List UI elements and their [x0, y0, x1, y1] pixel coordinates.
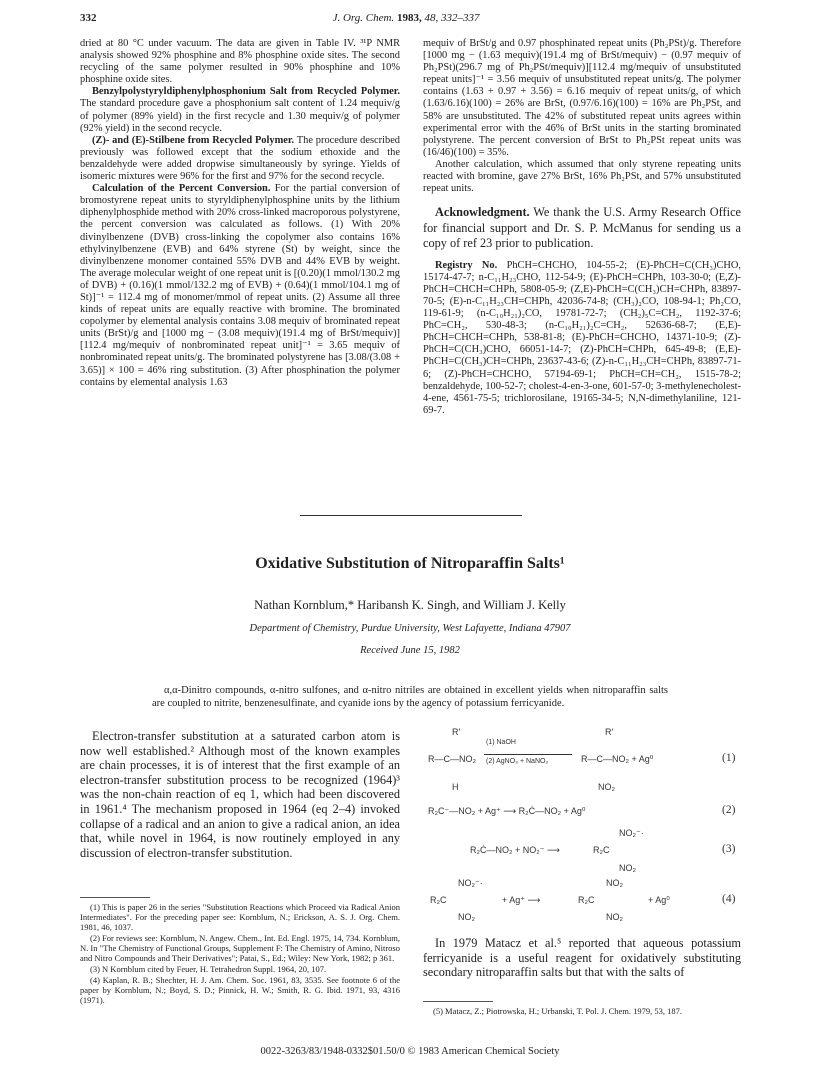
- left-column-text: [80, 38, 400, 389]
- eq4-reactant-top: NO₂⁻·: [458, 878, 483, 888]
- eq1-reactant: R—C—NO₂: [428, 754, 476, 764]
- eq4-reagent: + Ag⁺ ⟶: [502, 895, 541, 905]
- acknowledgment: [423, 205, 741, 252]
- eq1-condition-2: (2) AgNO₃ + NaNO₂: [486, 758, 549, 765]
- paragraph: Another calculation, which assumed that only styrene repeating units reacted with bromine, gave 27% BrSt, 16% Ph₂PSt, and 57% unsubstituted repeat units.: [423, 158, 741, 195]
- right-column-text: [423, 38, 741, 417]
- eq4-number: (4): [722, 893, 736, 905]
- paragraph: [80, 86, 400, 134]
- intro-column: [80, 729, 400, 860]
- journal-volume-pages: 48, 332–337: [424, 12, 480, 24]
- section-heading: Benzylpolystyryldiphenylphosphonium Salt from Recycled Polymer.: [92, 86, 400, 98]
- running-header: [80, 12, 732, 30]
- paragraph: dried at 80 °C under vacuum. The data are given in Table IV. ³¹P NMR analysis showed 92% phosphine and 8% phosphine oxide sites. The second recycling of the same polymer resulted in 90% phosphine and 10% phosphine oxide sites.: [80, 38, 400, 86]
- section-heading: Calculation of the Percent Conversion.: [92, 183, 271, 195]
- paragraph: Electron-transfer substitution at a saturated carbon atom is now well established.² Although most of the known examples are chain processes, it is of interest that the first example of an electron-transfer substitution process to be recognized (1964)³ was the non-chain reaction of eq 1, which had been discovered in 1961.⁴ The mechanism proposed in 1964 (eq 2–4) invoked collapse of a radical and an anion to give a radical anion, an idea that, while novel in 1964, is now routinely employed in any discussion of electron-transfer substitution.: [80, 729, 400, 860]
- section-heading: Acknowledgment.: [435, 205, 530, 220]
- eq4-reactant-center: R₂C: [430, 895, 447, 905]
- page-number: 332: [80, 12, 97, 24]
- footnote: (5) Matacz, Z.; Piotrowska, H.; Urbanski, T. Pol. J. Chem. 1979, 53, 187.: [433, 1006, 682, 1016]
- received-date: Received June 15, 1982: [360, 645, 460, 656]
- article-affiliation: Department of Chemistry, Purdue University, West Lafayette, Indiana 47907: [249, 623, 571, 634]
- eq4-product-bottom: NO₂: [606, 912, 623, 922]
- eq1-product: R—C—NO₂ + Ag⁰: [581, 754, 654, 764]
- article-divider: [300, 515, 522, 516]
- footnote: (1) This is paper 26 in the series "Substitution Reactions which Proceed via Radical Anion Intermediates". For the preceding paper see: Kornblum, N.; Erickson, A. S. J. Org. Chem. 1981, 46, 1037.: [80, 902, 400, 932]
- abstract: [152, 684, 668, 710]
- paragraph-body: PhCH=CHCHO, 104-55-2; (E)-PhCH=C(CH₃)CHO, 15174-47-7; n-C₁₁H₂₃CHO, 112-54-9; (E)-PhCH=CHPh, 103-30-0; (E,Z)-PhCH=CHCH=CHPh, 5808-05-9; (Z,E)-PhCH=C(CH₃)CH=CHPh, 83897-70-5; (E)-n-C₁₁H₂₃CH=CHPh, 42036-74-8; (CH₃)₂CO, 108-94-1; Ph₂CO, 119-61-9; (n-C₁₀H₂₁)₂CO, 19781-72-7; (CH₂)₅C=CH₂, 1192-37-6; PhC=CH₂, 530-48-3; (n-C₁₀H₂₁)₂C=CH₂, 52636-68-7; (E,E)-PhCH=CHCH=CHPh, 538-81-8; (E)-PhCH=CHCHO, 14371-10-9; (Z)-PhCH=C(CH₃)CHO, 66051-14-7; (Z)-PhCH=CHPh, 645-49-8; (E,E)-PhCH=C(CH₃)CH=CHPh, 23637-43-6; (Z)-n-C₁₁H₂₃CH=CHPh, 83897-71-6; (Z)-PhCH=CHCHO, 57194-69-1; PhCH=CH=CH₂, 1515-78-2; benzaldehyde, 100-52-7; cholest-4-en-3-one, 601-57-0; 3-methylenecholest-4-ene, 4561-75-5; trichlorosilane, 19165-34-5; N,N-dimethylaniline, 121-69-7.: [423, 259, 741, 416]
- footnote: (2) For reviews see: Kornblum, N. Angew. Chem., Int. Ed. Engl. 1975, 14, 734. Kornblum, N. In "The Chemistry of Functional Groups, Supplement F: The Chemistry of Amino, Nitroso and Nitro Compounds and Their Derivatives"; Patai, S., Ed.; Wiley: New York, 1982; p 361.: [80, 933, 400, 963]
- journal-year: 1983,: [396, 12, 422, 24]
- eq1-product-bottom: NO₂: [598, 782, 615, 792]
- paragraph: mequiv of BrSt/g and 0.97 phosphinated repeat units (Ph₂PSt)/g. Therefore [1000 mg − (1.63 mequiv)(191.4 mg of BrSt/mequiv) − (0.97 mequiv of Ph₂PSt)(296.7 mg of Ph₂PSt/mequiv)][112.4 mg/mequiv of unsubstituted repeat units]⁻¹ = 3.56 mequiv of unsubstituted repeat units/g. The polymer contains (1.63 + 0.97 + 3.56) = 6.16 mequiv of repeat units/g, of which (1.63/6.16)(100) = 26% are BrSt, (0.97/6.16)(100) = 16% are Ph₂PSt, and 58% are unsubstituted. The 42% of substituted repeat units agrees within experimental error with the 46% of BrSt units in the starting brominated polystyrene. The percent conversion of BrSt to Ph₂PSt repeat units was (16/46)(100) = 35%.: [423, 38, 741, 158]
- eq4-reactant-bottom: NO₂: [458, 912, 475, 922]
- paragraph-body: For the partial conversion of bromostyrene repeat units to styryldiphenylphosphine units by the lithium diphenylphosphide method with 20% cross-linked macroporous polystyrene, the percent conversion was calculated as follows. (1) With 20% divinylbenzene (DVB) cross-linking the copolymer also contains 16% ethylvinylbenzene (EVB) and 64% styrene (St) by weight, since the divinylbenzene monomer contained 55% DVB and 44% EVB by weight. The average molecular weight of one repeat unit is [(0.20)(1 mmol/130.2 mg of DVB) + (0.16)(1 mmol/132.2 mg of EVB) + (0.64)(1 mmol/104.1 mg of St)]⁻¹ = 112.4 mg of monomer/mmol of repeat units. (2) Assume all three kinds of repeat units are equally reactive with bromine. The brominated copolymer by elemental analysis contains 3.08 mequiv of brominated repeat units (BrSt)/g and [1000 mg − (3.08 mequiv)(191.4 mg of BrSt/mequiv)][112.4 mg/mequiv of nonbrominated repeat unit]⁻¹ = 3.65 mequiv of nonbrominated repeat units/g. The brominated polystyrene has [3.08/(3.08 + 3.65)] × 100 = 46% ring substitution. (3) After phosphination the polymer contains by elemental analysis 1.63: [80, 183, 400, 388]
- eq2-number: (2): [722, 804, 736, 816]
- paragraph: [80, 135, 400, 183]
- eq1-product-top: R′: [605, 727, 614, 737]
- paragraph-body: We thank the U.S. Army Research Office for financial support and Dr. S. P. McManus for sending us a copy of ref 23 prior to publication.: [423, 205, 741, 251]
- eq1-arrow: [484, 754, 572, 755]
- eq1-condition-1: (1) NaOH: [486, 739, 516, 746]
- section-heading: (Z)- and (E)-Stilbene from Recycled Polymer.: [92, 134, 295, 146]
- eq1-substituent-bottom: H: [452, 782, 459, 792]
- footnote: (4) Kaplan, R. B.; Shechter, H. J. Am. Chem. Soc. 1961, 83, 3535. See footnote 6 of the paper by Kornblum, N.; Boyd, S. D.; Pinnick, H. W.; Smith, R. G. Ibid. 1971, 93, 4316 (1971).: [80, 975, 400, 1005]
- eq1-substituent-top: R′: [452, 727, 461, 737]
- eq4-byproduct: + Ag⁰: [648, 895, 670, 905]
- paragraph: [80, 183, 400, 389]
- eq1-number: (1): [722, 752, 736, 764]
- abstract-text: α,α-Dinitro compounds, α-nitro sulfones, and α-nitro nitriles are obtained in excellent yields when nitroparaffin salts are coupled to nitrite, benzenesulfinate, and cyanide ions by the agency of potassium ferricyanide.: [152, 685, 668, 709]
- paragraph-body: The procedure described previously was followed except that the sodium ethoxide and the benzaldehyde were added dropwise simultaneously by syringe. Yields of isomeric mixtures were 96% for the first and 97% for the second recycle.: [80, 134, 400, 183]
- footnotes-right: [423, 1006, 741, 1017]
- page-footer: 0022-3263/83/1948-0332$01.50/0 © 1983 American Chemical Society: [260, 1046, 560, 1057]
- footnote: (3) N Kornblum cited by Feuer, H. Tetrahedron Suppl. 1964, 20, 107.: [90, 964, 327, 974]
- registry-numbers: [423, 260, 741, 417]
- footnotes-left: [80, 902, 400, 1006]
- article-title: Oxidative Substitution of Nitroparaffin Salts¹: [255, 555, 565, 572]
- eq3-product-bottom: NO₂: [619, 863, 636, 873]
- journal-name: J. Org. Chem.: [332, 12, 395, 24]
- eq3-product-center: R₂C: [593, 845, 610, 855]
- journal-citation: [80, 12, 732, 24]
- footnote-rule: [80, 897, 150, 898]
- paragraph-body: The standard procedure gave a phosphonium salt content of 1.24 mequiv/g of polymer (89% yield) in the first recycle and 1.30 mequiv/g of polymer (92% yield) in the second recycle.: [80, 98, 400, 134]
- footnote-rule: [423, 1001, 493, 1002]
- eq3-reactants: R₂Ċ—NO₂ + NO₂⁻ ⟶: [470, 845, 560, 855]
- eq4-product-top: NO₂: [606, 878, 623, 888]
- paragraph: In 1979 Matacz et al.⁵ reported that aqueous potassium ferricyanide is a useful reagent for oxidatively substituting secondary nitroparaffin salts but that with the salts of: [423, 936, 741, 980]
- right-intro-column: [423, 936, 741, 980]
- eq4-product-center: R₂C: [578, 895, 595, 905]
- eq2-text: R₂C⁻—NO₂ + Ag⁺ ⟶ R₂Ċ—NO₂ + Ag⁰: [428, 806, 586, 816]
- eq3-number: (3): [722, 843, 736, 855]
- section-heading: Registry No.: [435, 259, 498, 271]
- article-authors: Nathan Kornblum,* Haribansh K. Singh, and William J. Kelly: [254, 598, 566, 612]
- eq3-product-top: NO₂⁻·: [619, 828, 644, 838]
